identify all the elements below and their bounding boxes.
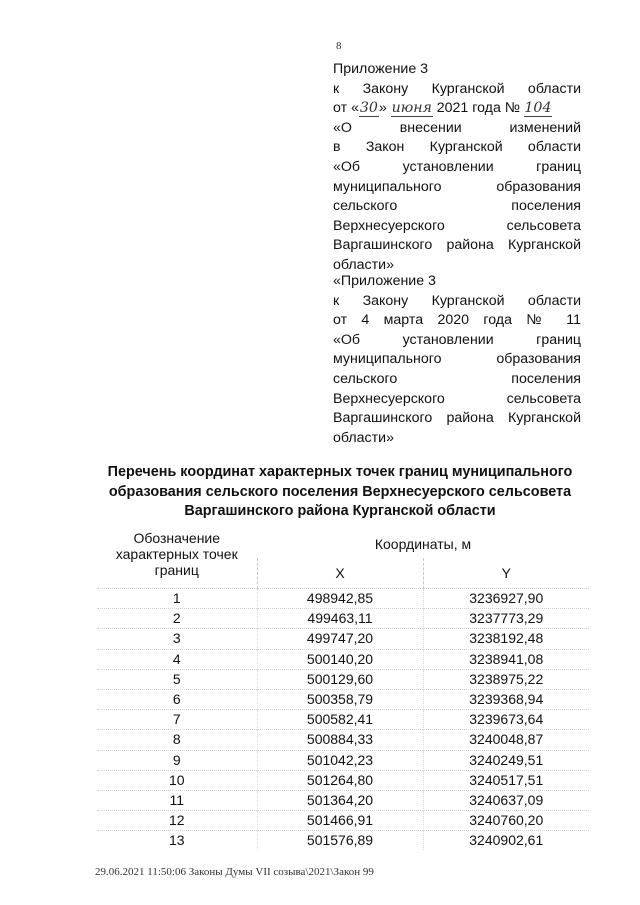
x-coordinate-cell: 501576,89 bbox=[257, 831, 423, 851]
point-cell: 2 bbox=[172, 610, 181, 627]
appendix-line: Варгашинского района Курганской bbox=[333, 237, 581, 254]
y-coordinate-cell: 3240048,87 bbox=[423, 730, 589, 750]
table-row bbox=[97, 629, 589, 649]
appendix-line: Верхнесуерского сельсовета bbox=[333, 390, 581, 407]
appendix-header-original bbox=[333, 272, 581, 448]
page-number: 8 bbox=[336, 40, 342, 52]
title-line: образования сельского поселения Верхнесуерского сельсовета bbox=[108, 483, 572, 500]
point-column-header bbox=[97, 530, 257, 589]
coordinates-header: Координаты, м bbox=[374, 536, 472, 552]
x-coordinate-cell: 500582,41 bbox=[257, 710, 423, 730]
point-cell: 8 bbox=[172, 731, 181, 748]
point-cell: 4 bbox=[172, 650, 181, 667]
y-coordinate-cell: 3239368,94 bbox=[423, 689, 589, 709]
appendix-line: в Закон Курганской области bbox=[333, 139, 581, 156]
point-cell: 10 bbox=[168, 771, 185, 788]
point-cell: 1 bbox=[172, 590, 181, 607]
appendix-line: области» bbox=[333, 429, 394, 446]
y-coordinate-cell: 3240637,09 bbox=[423, 790, 589, 810]
y-coordinate-cell: 3240902,61 bbox=[423, 831, 589, 851]
x-coordinate-cell: 498942,85 bbox=[257, 589, 423, 609]
x-coordinate-cell: 500129,60 bbox=[257, 669, 423, 689]
appendix-date-line bbox=[333, 99, 581, 119]
handwritten-law-number: 104 bbox=[524, 100, 552, 117]
x-coordinate-cell: 500140,20 bbox=[257, 649, 423, 669]
x-coordinate-cell: 501042,23 bbox=[257, 750, 423, 770]
appendix-header-primary bbox=[333, 60, 581, 276]
y-coordinate-cell: 3237773,29 bbox=[423, 609, 589, 629]
point-header-line: границ bbox=[154, 562, 199, 578]
y-coordinate-cell: 3240517,51 bbox=[423, 770, 589, 790]
appendix-line: Верхнесуерского сельсовета bbox=[333, 217, 581, 234]
table-row bbox=[97, 790, 589, 810]
point-cell: 5 bbox=[172, 670, 181, 687]
x-column-header: X bbox=[257, 558, 423, 589]
point-cell: 3 bbox=[172, 630, 181, 647]
y-coordinate-cell: 3238192,48 bbox=[423, 629, 589, 649]
table-row bbox=[97, 689, 589, 709]
date-quote-close: » bbox=[378, 100, 387, 117]
y-coordinate-cell: 3240249,51 bbox=[423, 750, 589, 770]
title-line: Варгашинского района Курганской области bbox=[184, 503, 496, 520]
appendix-line: «Приложение 3 bbox=[333, 273, 436, 289]
x-coordinate-cell: 499747,20 bbox=[257, 629, 423, 649]
table-row bbox=[97, 669, 589, 689]
appendix-line: сельского поселения bbox=[333, 370, 581, 387]
date-year-text: 2021 года № bbox=[436, 100, 520, 117]
table-body bbox=[97, 589, 589, 851]
handwritten-day: 30 bbox=[359, 100, 378, 117]
y-coordinate-cell: 3240760,20 bbox=[423, 811, 589, 831]
y-column-header: Y bbox=[423, 558, 589, 589]
date-prefix: от « bbox=[333, 100, 359, 117]
table-row bbox=[97, 609, 589, 629]
point-cell: 7 bbox=[172, 711, 181, 728]
handwritten-month: июня bbox=[391, 100, 432, 117]
x-coordinate-cell: 501364,20 bbox=[257, 790, 423, 810]
y-coordinate-cell: 3238975,22 bbox=[423, 669, 589, 689]
table-row bbox=[97, 831, 589, 851]
appendix-line: «Об установлении границ bbox=[333, 158, 581, 175]
appendix-line: от 4 марта 2020 года № 11 bbox=[333, 312, 581, 329]
appendix-line: сельского поселения bbox=[333, 198, 581, 215]
appendix-line: муниципального образования bbox=[333, 178, 581, 195]
point-cell: 9 bbox=[172, 751, 181, 768]
table-row bbox=[97, 770, 589, 790]
coordinates-table bbox=[97, 530, 589, 850]
appendix-line: «Об установлении границ bbox=[333, 331, 581, 348]
table-row bbox=[97, 589, 589, 609]
appendix-line: области» bbox=[333, 256, 394, 273]
point-cell: 13 bbox=[168, 832, 185, 849]
point-header-line: характерных точек bbox=[115, 546, 238, 562]
table-row bbox=[97, 649, 589, 669]
x-coordinate-cell: 500884,33 bbox=[257, 730, 423, 750]
coordinates-list-title bbox=[60, 463, 620, 522]
x-coordinate-cell: 501466,91 bbox=[257, 811, 423, 831]
y-coordinate-cell: 3236927,90 bbox=[423, 589, 589, 609]
x-coordinate-cell: 500358,79 bbox=[257, 689, 423, 709]
y-coordinate-cell: 3238941,08 bbox=[423, 649, 589, 669]
point-cell: 12 bbox=[168, 812, 185, 829]
x-coordinate-cell: 499463,11 bbox=[257, 609, 423, 629]
appendix-line: к Закону Курганской области bbox=[333, 80, 581, 97]
point-cell: 6 bbox=[172, 691, 181, 708]
table-row bbox=[97, 750, 589, 770]
appendix-line: Приложение 3 bbox=[333, 61, 429, 77]
point-header-line: Обозначение bbox=[133, 530, 221, 546]
table-row bbox=[97, 811, 589, 831]
appendix-line: «О внесении изменений bbox=[333, 119, 581, 136]
x-coordinate-cell: 501264,80 bbox=[257, 770, 423, 790]
appendix-line: муниципального образования bbox=[333, 351, 581, 368]
title-line: Перечень координат характерных точек границ муниципального bbox=[107, 464, 573, 480]
table-row bbox=[97, 730, 589, 750]
document-footer: 29.06.2021 11:50:06 Законы Думы VII созыва\2021\Закон 99 bbox=[95, 866, 374, 878]
y-coordinate-cell: 3239673,64 bbox=[423, 710, 589, 730]
table-row bbox=[97, 710, 589, 730]
point-cell: 11 bbox=[169, 791, 185, 808]
appendix-line: к Закону Курганской области bbox=[333, 292, 581, 309]
appendix-line: Варгашинского района Курганской bbox=[333, 410, 581, 427]
